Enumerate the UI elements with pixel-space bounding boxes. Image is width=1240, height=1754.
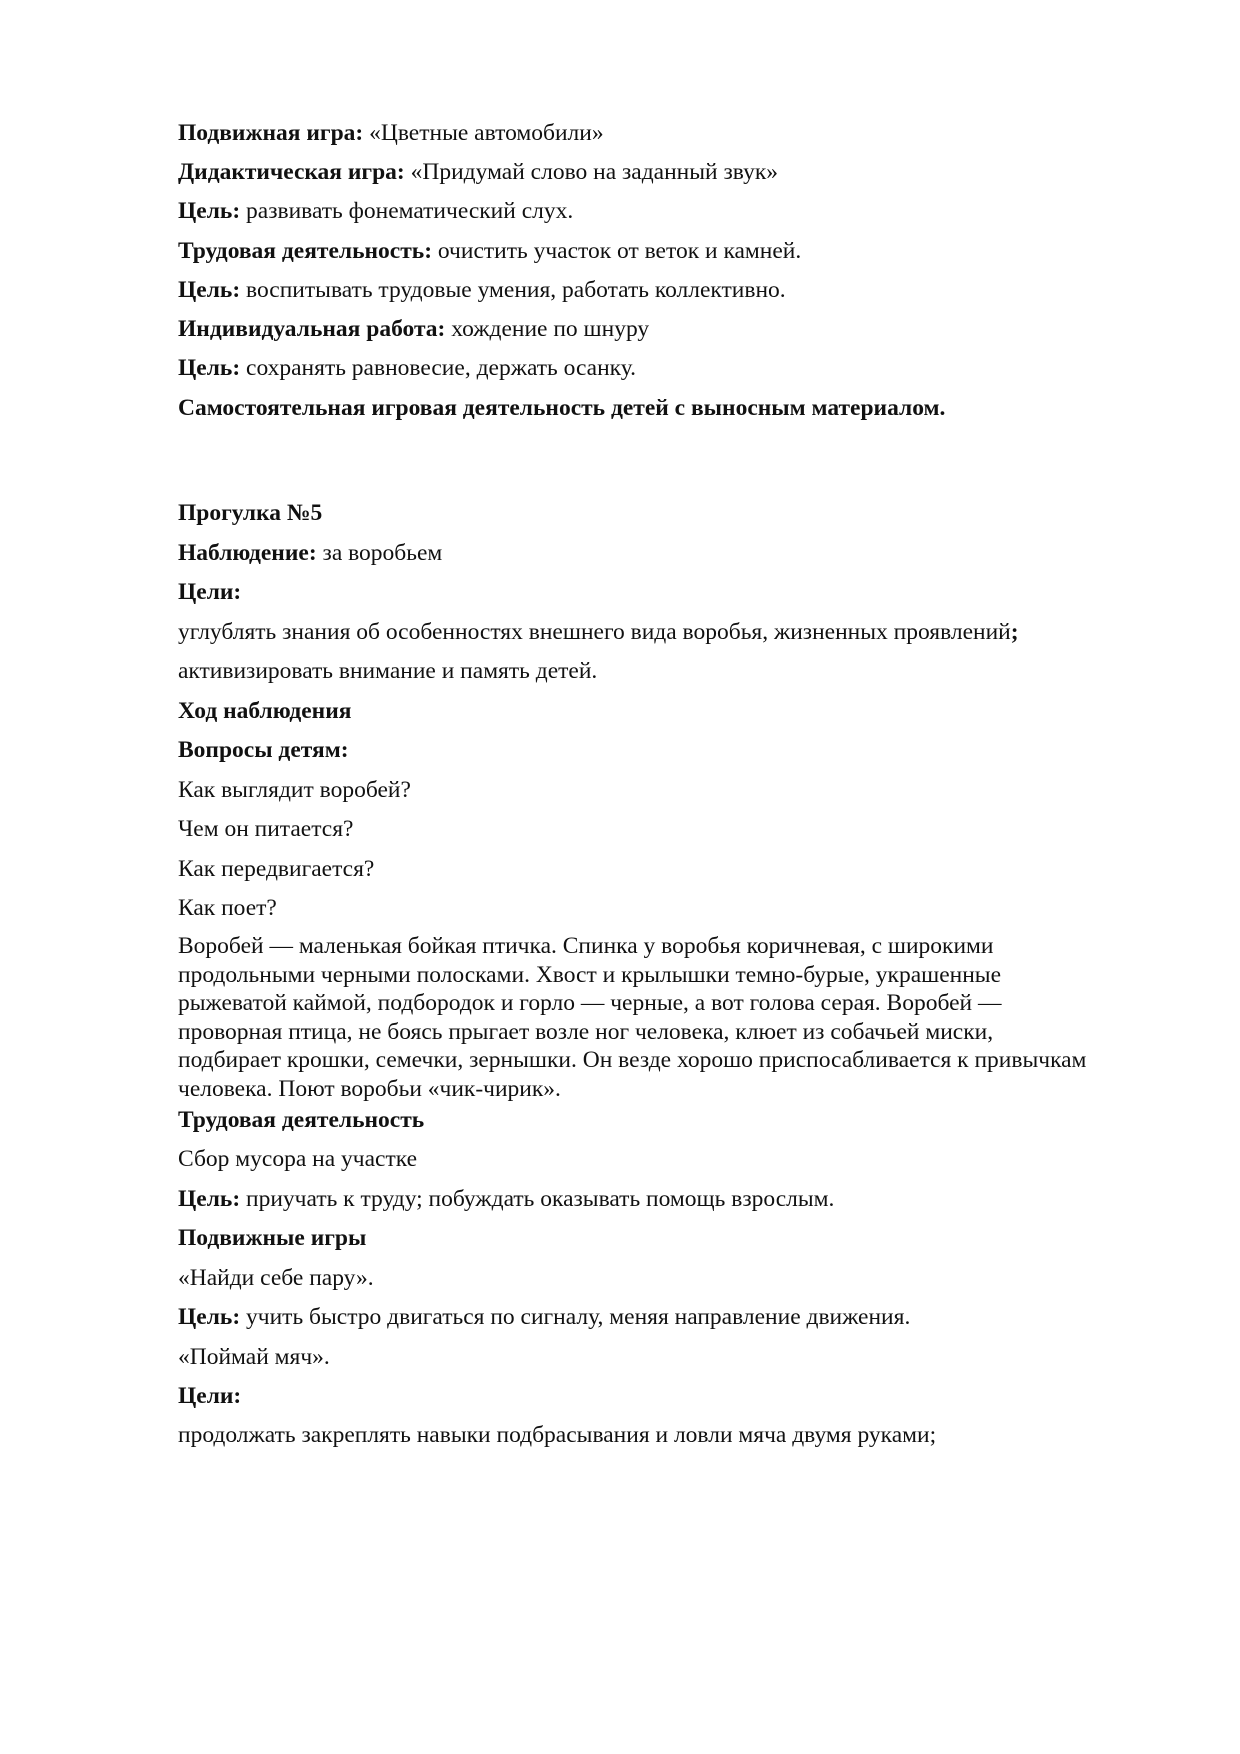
goal-item	[178, 618, 1019, 646]
paragraph-line: подбирает крошки, семечки, зернышки. Он везде хорошо приспосабливается к привычкам	[178, 1047, 1087, 1074]
sparrow-description-paragraph	[178, 932, 1168, 1104]
label: Цель:	[178, 277, 241, 303]
paragraph-line: человека. Поют воробьи «чик-чирик».	[178, 1075, 561, 1102]
line-goal	[178, 276, 786, 304]
line-individual-work	[178, 315, 649, 343]
value: развивать фонематический слух.	[240, 198, 574, 224]
line-goal	[178, 354, 636, 382]
line-labor-activity	[178, 237, 801, 265]
labor-text: Сбор мусора на участке	[178, 1146, 417, 1172]
outdoor-games-heading: Подвижные игры	[178, 1225, 367, 1251]
label: Подвижная игра:	[178, 120, 364, 146]
game-title: «Поймай мяч».	[178, 1344, 330, 1370]
line-goal	[178, 1185, 834, 1213]
question-item: Чем он питается?	[178, 816, 354, 842]
labor-heading: Трудовая деятельность	[178, 1107, 425, 1133]
goal-item: активизировать внимание и память детей.	[178, 658, 598, 684]
value: учить быстро двигаться по сигналу, меняя направление движения.	[240, 1304, 911, 1330]
question-item: Как выглядит воробей?	[178, 777, 411, 803]
label: Индивидуальная работа:	[178, 316, 446, 342]
label: Наблюдение:	[178, 540, 317, 566]
paragraph-line: рыжеватой каймой, подбородок и горло — черные, а вот голова серая. Воробей —	[178, 990, 1002, 1017]
paragraph-line: Воробей — маленькая бойкая птичка. Спинка у воробья коричневая, с широкими	[178, 933, 994, 959]
value: «Цветные автомобили»	[363, 120, 604, 146]
label: Цель:	[178, 1304, 241, 1330]
goals-heading: Цели:	[178, 579, 242, 605]
line-goal	[178, 1303, 910, 1331]
observation-course-heading: Ход наблюдения	[178, 698, 352, 724]
value: очистить участок от веток и камней.	[432, 238, 802, 264]
value: «Придумай слово на заданный звук»	[404, 159, 778, 185]
label: Цель:	[178, 1186, 241, 1212]
line-observation	[178, 539, 442, 567]
label: Дидактическая игра:	[178, 159, 405, 185]
label: Трудовая деятельность:	[178, 238, 433, 264]
paragraph-line: продольными черными полосками. Хвост и крылышки темно-бурые, украшенные	[178, 961, 1002, 988]
value: воспитывать трудовые умения, работать коллективно.	[240, 277, 786, 303]
line-independent-activity: Самостоятельная игровая деятельность детей с выносным материалом.	[178, 395, 946, 421]
game-title: «Найди себе пару».	[178, 1265, 374, 1291]
value: за воробьем	[316, 540, 443, 566]
goals-heading: Цели:	[178, 1383, 242, 1409]
line-outdoor-game	[178, 119, 604, 147]
goal-text: углублять знания об особенностях внешнего вида воробья, жизненных проявлений	[178, 619, 1011, 645]
goal-item: продолжать закреплять навыки подбрасывания и ловли мяча двумя руками;	[178, 1422, 937, 1448]
line-didactic-game	[178, 158, 778, 186]
value: приучать к труду; побуждать оказывать помощь взрослым.	[240, 1186, 835, 1212]
label: Цель:	[178, 198, 241, 224]
walk-title: Прогулка №5	[178, 500, 323, 526]
value: сохранять равновесие, держать осанку.	[240, 355, 637, 381]
question-item: Как поет?	[178, 895, 277, 921]
goal-punct: ;	[1010, 619, 1019, 645]
paragraph-line: проворная птица, не боясь прыгает возле ног человека, клюет из собачьей миски,	[178, 1018, 994, 1045]
value: хождение по шнуру	[445, 316, 650, 342]
label: Цель:	[178, 355, 241, 381]
line-goal	[178, 197, 573, 225]
questions-heading: Вопросы детям:	[178, 737, 349, 763]
question-item: Как передвигается?	[178, 856, 375, 882]
